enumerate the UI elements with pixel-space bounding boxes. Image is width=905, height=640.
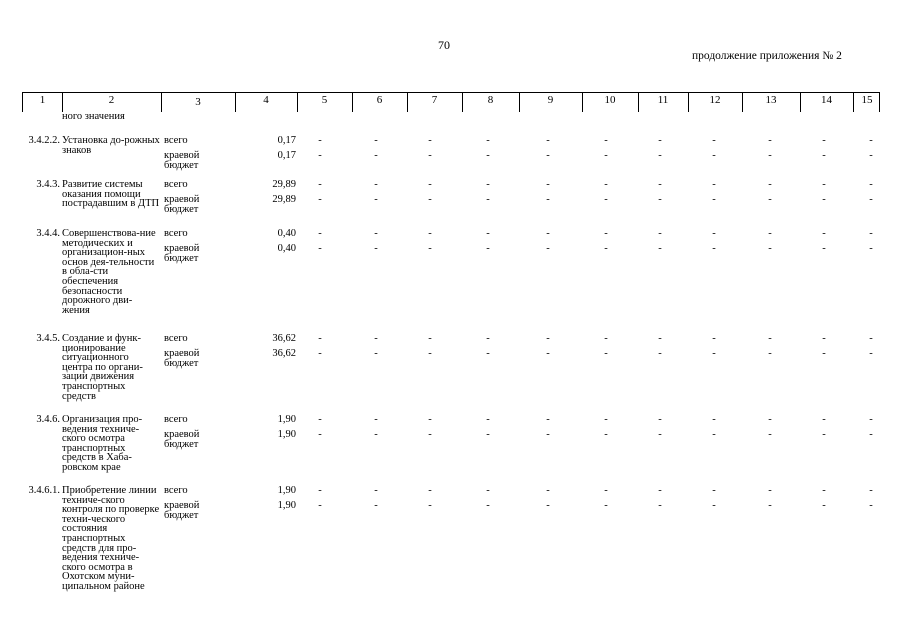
empty-dash: - — [428, 135, 432, 146]
source-regional: краевой бюджет — [164, 500, 200, 521]
empty-dash: - — [768, 429, 772, 440]
empty-dash: - — [768, 348, 772, 359]
source-regional: краевой бюджет — [164, 150, 200, 171]
amount-regional: 1,90 — [277, 500, 296, 511]
empty-dash: - — [822, 333, 826, 344]
empty-dash: - — [428, 429, 432, 440]
empty-dash: - — [318, 333, 322, 344]
empty-dash: - — [428, 500, 432, 511]
empty-dash: - — [658, 429, 662, 440]
empty-dash: - — [318, 500, 322, 511]
source-total: всего — [164, 414, 188, 425]
empty-dash: - — [768, 414, 772, 425]
empty-dash: - — [712, 333, 716, 344]
empty-dash: - — [374, 194, 378, 205]
row-number: 3.4.3. — [36, 179, 60, 190]
empty-dash: - — [658, 150, 662, 161]
amount-total: 36,62 — [272, 333, 296, 344]
empty-dash: - — [546, 243, 550, 254]
empty-dash: - — [486, 414, 490, 425]
empty-dash: - — [822, 414, 826, 425]
row-number: 3.4.4. — [36, 228, 60, 239]
empty-dash: - — [658, 500, 662, 511]
empty-dash: - — [768, 243, 772, 254]
amount-regional: 29,89 — [272, 194, 296, 205]
empty-dash: - — [428, 194, 432, 205]
empty-dash: - — [822, 135, 826, 146]
empty-dash: - — [869, 333, 873, 344]
empty-dash: - — [712, 228, 716, 239]
empty-dash: - — [604, 414, 608, 425]
row-number: 3.4.5. — [36, 333, 60, 344]
empty-dash: - — [712, 243, 716, 254]
empty-dash: - — [822, 429, 826, 440]
empty-dash: - — [658, 485, 662, 496]
header-cell: 12 — [709, 94, 721, 106]
empty-dash: - — [712, 500, 716, 511]
empty-dash: - — [428, 414, 432, 425]
empty-dash: - — [658, 228, 662, 239]
empty-dash: - — [546, 348, 550, 359]
empty-dash: - — [822, 243, 826, 254]
empty-dash: - — [604, 485, 608, 496]
empty-dash: - — [604, 500, 608, 511]
empty-dash: - — [658, 348, 662, 359]
empty-dash: - — [869, 500, 873, 511]
empty-dash: - — [869, 243, 873, 254]
empty-dash: - — [712, 348, 716, 359]
row-number: 3.4.6. — [36, 414, 60, 425]
empty-dash: - — [768, 500, 772, 511]
empty-dash: - — [428, 150, 432, 161]
empty-dash: - — [486, 135, 490, 146]
empty-dash: - — [546, 333, 550, 344]
empty-dash: - — [486, 194, 490, 205]
empty-dash: - — [869, 194, 873, 205]
appendix-note: продолжение приложения № 2 — [692, 50, 842, 62]
row-number: 3.4.2.2. — [28, 135, 60, 146]
row-number: 3.4.6.1. — [28, 485, 60, 496]
empty-dash: - — [486, 500, 490, 511]
empty-dash: - — [658, 179, 662, 190]
empty-dash: - — [374, 348, 378, 359]
row-name: Установка до-рожных знаков — [62, 135, 160, 156]
empty-dash: - — [486, 429, 490, 440]
empty-dash: - — [374, 500, 378, 511]
empty-dash: - — [546, 179, 550, 190]
empty-dash: - — [869, 150, 873, 161]
empty-dash: - — [318, 485, 322, 496]
amount-regional: 36,62 — [272, 348, 296, 359]
source-total: всего — [164, 228, 188, 239]
empty-dash: - — [768, 333, 772, 344]
empty-dash: - — [486, 485, 490, 496]
empty-dash: - — [712, 194, 716, 205]
empty-dash: - — [486, 228, 490, 239]
empty-dash: - — [318, 429, 322, 440]
row-name: Приобретение линии техниче-ского контроля по проверке техни-ческого состояния транспортных средств для про-ведения техниче-ского осмотра в Охотском муни-ципальном районе — [62, 485, 160, 592]
source-total: всего — [164, 179, 188, 190]
amount-total: 1,90 — [277, 414, 296, 425]
source-regional: краевой бюджет — [164, 243, 200, 264]
empty-dash: - — [822, 348, 826, 359]
empty-dash: - — [546, 414, 550, 425]
empty-dash: - — [658, 414, 662, 425]
empty-dash: - — [768, 485, 772, 496]
empty-dash: - — [604, 243, 608, 254]
header-cell: 11 — [657, 94, 669, 106]
header-cell: 1 — [39, 94, 46, 106]
empty-dash: - — [546, 500, 550, 511]
empty-dash: - — [768, 135, 772, 146]
header-cell: 15 — [861, 94, 873, 106]
empty-dash: - — [428, 348, 432, 359]
empty-dash: - — [546, 150, 550, 161]
empty-dash: - — [712, 179, 716, 190]
empty-dash: - — [604, 179, 608, 190]
empty-dash: - — [486, 243, 490, 254]
empty-dash: - — [318, 243, 322, 254]
empty-dash: - — [428, 243, 432, 254]
header-cell: 13 — [765, 94, 777, 106]
empty-dash: - — [546, 429, 550, 440]
empty-dash: - — [604, 194, 608, 205]
amount-total: 29,89 — [272, 179, 296, 190]
empty-dash: - — [768, 228, 772, 239]
empty-dash: - — [374, 485, 378, 496]
empty-dash: - — [374, 429, 378, 440]
empty-dash: - — [546, 194, 550, 205]
empty-dash: - — [318, 348, 322, 359]
empty-dash: - — [869, 135, 873, 146]
empty-dash: - — [428, 228, 432, 239]
empty-dash: - — [768, 194, 772, 205]
empty-dash: - — [712, 429, 716, 440]
row-name: Организация про-ведения техниче-ского осмотра транспортных средств в Хаба-ровском крае — [62, 414, 143, 473]
row-name: Развитие системы оказания помощи пострадавшим в ДТП — [62, 179, 160, 210]
empty-dash: - — [768, 179, 772, 190]
source-total: всего — [164, 135, 188, 146]
header-cell: 6 — [376, 94, 383, 106]
header-cell: 9 — [547, 94, 554, 106]
amount-regional: 0,17 — [277, 150, 296, 161]
header-cell: 8 — [487, 94, 494, 106]
header-cell: 4 — [263, 94, 269, 106]
empty-dash: - — [318, 194, 322, 205]
empty-dash: - — [546, 485, 550, 496]
source-regional: краевой бюджет — [164, 194, 200, 215]
header-cell: 10 — [604, 94, 616, 106]
source-total: всего — [164, 333, 188, 344]
empty-dash: - — [604, 228, 608, 239]
empty-dash: - — [374, 179, 378, 190]
empty-dash: - — [712, 414, 716, 425]
empty-dash: - — [822, 485, 826, 496]
empty-dash: - — [486, 150, 490, 161]
table-header — [22, 92, 880, 112]
amount-total: 0,40 — [277, 228, 296, 239]
empty-dash: - — [318, 135, 322, 146]
empty-dash: - — [374, 414, 378, 425]
row-name: Создание и функ-ционирование ситуационного центра по органи-зации движения транспортных средств — [62, 333, 143, 402]
empty-dash: - — [604, 429, 608, 440]
header-cell: 7 — [431, 94, 438, 106]
page-number: 70 — [438, 38, 450, 52]
empty-dash: - — [869, 414, 873, 425]
empty-dash: - — [822, 500, 826, 511]
empty-dash: - — [318, 150, 322, 161]
empty-dash: - — [318, 179, 322, 190]
empty-dash: - — [712, 485, 716, 496]
empty-dash: - — [658, 243, 662, 254]
empty-dash: - — [428, 485, 432, 496]
empty-dash: - — [486, 333, 490, 344]
empty-dash: - — [768, 150, 772, 161]
header-cell: 3 — [195, 96, 201, 108]
empty-dash: - — [822, 194, 826, 205]
amount-regional: 0,40 — [277, 243, 296, 254]
empty-dash: - — [604, 333, 608, 344]
empty-dash: - — [318, 414, 322, 425]
source-total: всего — [164, 485, 188, 496]
header-cell: 14 — [821, 94, 832, 106]
empty-dash: - — [822, 150, 826, 161]
empty-dash: - — [869, 485, 873, 496]
empty-dash: - — [546, 135, 550, 146]
empty-dash: - — [712, 135, 716, 146]
empty-dash: - — [428, 333, 432, 344]
empty-dash: - — [428, 179, 432, 190]
empty-dash: - — [546, 228, 550, 239]
amount-total: 1,90 — [277, 485, 296, 496]
empty-dash: - — [658, 135, 662, 146]
header-cell: 5 — [321, 94, 328, 106]
amount-total: 0,17 — [277, 135, 296, 146]
empty-dash: - — [604, 135, 608, 146]
empty-dash: - — [374, 150, 378, 161]
source-regional: краевой бюджет — [164, 348, 200, 369]
empty-dash: - — [658, 333, 662, 344]
amount-regional: 1,90 — [277, 429, 296, 440]
empty-dash: - — [658, 194, 662, 205]
empty-dash: - — [822, 228, 826, 239]
continuation-text: ного значения — [62, 111, 125, 122]
empty-dash: - — [869, 179, 873, 190]
empty-dash: - — [486, 348, 490, 359]
row-name: Совершенствова-ние методических и организацион-ных основ дея-тельности в обла-сти обеспечения безопасности дорожного дви-жения — [62, 228, 156, 316]
empty-dash: - — [869, 429, 873, 440]
empty-dash: - — [374, 243, 378, 254]
empty-dash: - — [712, 150, 716, 161]
empty-dash: - — [604, 348, 608, 359]
empty-dash: - — [318, 228, 322, 239]
empty-dash: - — [822, 179, 826, 190]
empty-dash: - — [374, 228, 378, 239]
empty-dash: - — [486, 179, 490, 190]
empty-dash: - — [374, 333, 378, 344]
source-regional: краевой бюджет — [164, 429, 200, 450]
empty-dash: - — [374, 135, 378, 146]
empty-dash: - — [604, 150, 608, 161]
empty-dash: - — [869, 348, 873, 359]
header-cell: 2 — [108, 94, 115, 106]
empty-dash: - — [869, 228, 873, 239]
